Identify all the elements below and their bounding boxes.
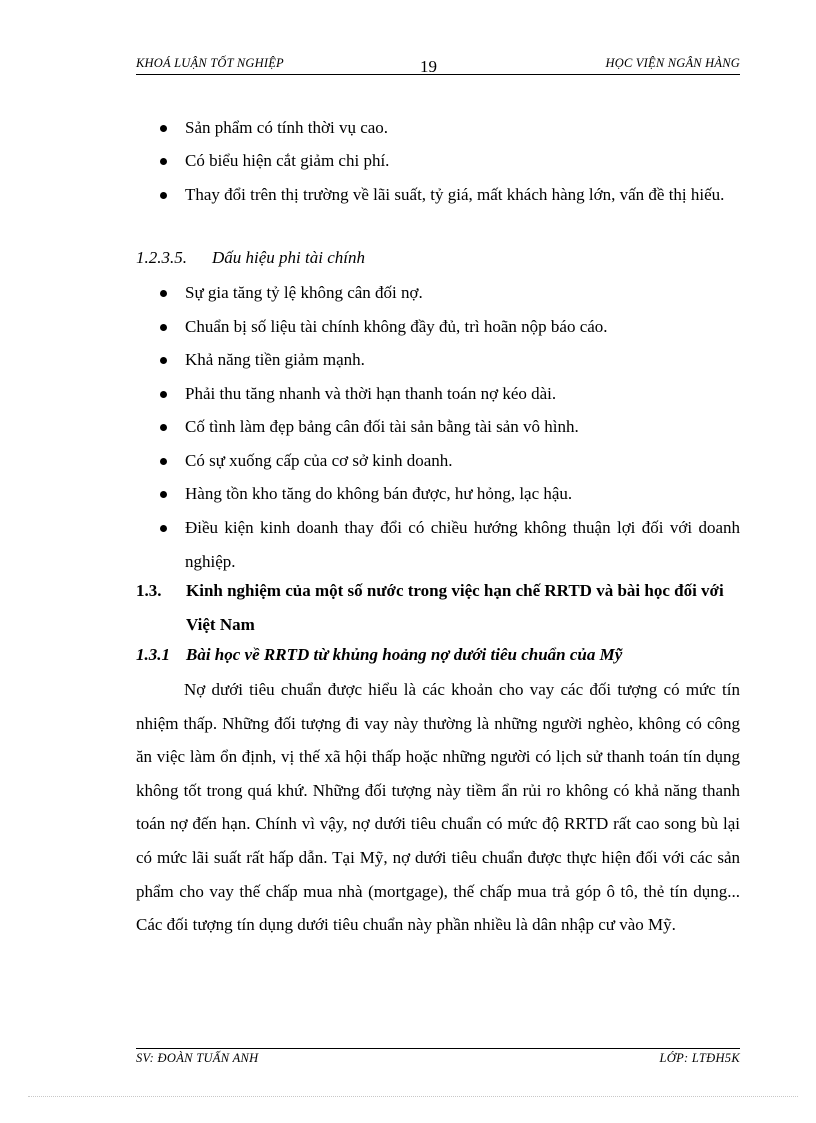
list-item [160,477,740,511]
list-item-text: Hàng tồn kho tăng do không bán được, hư hỏng, lạc hậu. [185,484,573,503]
list-item-text: Khả năng tiền giảm mạnh. [185,350,365,369]
subsection-heading [136,641,622,669]
list-item-text: Sự gia tăng tỷ lệ không cân đối nợ. [185,283,423,302]
section-title: Kinh nghiệm của một số nước trong việc hạn chế RRTD và bài học đối với Việt Nam [186,581,724,634]
bullet-icon [160,324,167,331]
list-item-text: Có sự xuống cấp của cơ sở kinh doanh. [185,451,453,470]
bullet-icon [160,125,167,132]
list-item [160,111,740,145]
page-header [136,56,740,75]
page-bottom-divider [28,1096,798,1097]
list-item [160,144,740,178]
list-item [160,410,740,444]
subsection-heading [136,245,365,271]
section-number: 1.3. [136,581,162,600]
body-paragraph: Nợ dưới tiêu chuẩn được hiểu là các khoản cho vay các đối tượng có mức tín nhiệm thấp. Những đối tượng đi vay này thường là những người nghèo, không có công ăn việc làm ổn định, vị thế xã hội thấp hoặc những người có lịch sử thanh toán tín dụng không tốt trong quá khứ. Những đối tượng này tiềm ẩn rủi ro không có khả năng thanh toán nợ đến hạn. Chính vì vậy, nợ dưới tiêu chuẩn có mức độ RRTD rất cao song bù lại có mức lãi suất rất hấp dẫn. Tại Mỹ, nợ dưới tiêu chuẩn được thực hiện đối với các sản phẩm cho vay thế chấp mua nhà (mortgage), thế chấp mua trả góp ô tô, thẻ tín dụng... Các đối tượng tín dụng dưới tiêu chuẩn này phần nhiều là dân nhập cư vào Mỹ. [136,680,740,935]
list-item-text: Thay đổi trên thị trường về lãi suất, tỷ giá, mất khách hàng lớn, vấn đề thị hiếu. [185,185,725,204]
header-thesis-label: KHOÁ LUẬN TỐT NGHIỆP [136,56,284,70]
subsection-title: Bài học về RRTD từ khủng hoảng nợ dưới tiêu chuẩn của Mỹ [186,645,623,664]
bullet-icon [160,491,167,498]
page-footer [136,1048,740,1067]
list-item-text: Chuẩn bị số liệu tài chính không đầy đủ, trì hoãn nộp báo cáo. [185,317,608,336]
list-item-text: Sản phẩm có tính thời vụ cao. [185,118,389,137]
list-item [160,444,740,478]
list-item [160,276,740,310]
list-item [160,343,740,377]
bullet-icon [160,525,167,532]
footer-class: LỚP: LTĐH5K [659,1051,740,1065]
page-number: 19 [420,57,437,76]
subsection-number: 1.3.1 [136,645,170,664]
bullet-icon [160,424,167,431]
list-item [160,310,740,344]
footer-student-name: SV: ĐOÀN TUẤN ANH [136,1051,259,1065]
list-item [160,377,740,411]
list-item [160,178,740,212]
list-item-text: Phải thu tăng nhanh và thời hạn thanh toán nợ kéo dài. [185,384,557,403]
header-institution-label: HỌC VIỆN NGÂN HÀNG [605,56,740,70]
list-item [160,511,740,578]
subsection-number: 1.2.3.5. [136,248,187,267]
bullet-icon [160,158,167,165]
list-item-text: Có biểu hiện cắt giảm chi phí. [185,151,390,170]
list-item-text: Cố tình làm đẹp bảng cân đối tài sản bằng tài sản vô hình. [185,417,579,436]
bullet-icon [160,391,167,398]
bullet-icon [160,192,167,199]
bullet-icon [160,290,167,297]
list-item-text: Điều kiện kinh doanh thay đổi có chiều hướng không thuận lợi đối với doanh nghiệp. [185,518,740,571]
bullet-icon [160,458,167,465]
section-heading [136,574,740,641]
subsection-title: Dấu hiệu phi tài chính [212,248,365,267]
bullet-icon [160,357,167,364]
